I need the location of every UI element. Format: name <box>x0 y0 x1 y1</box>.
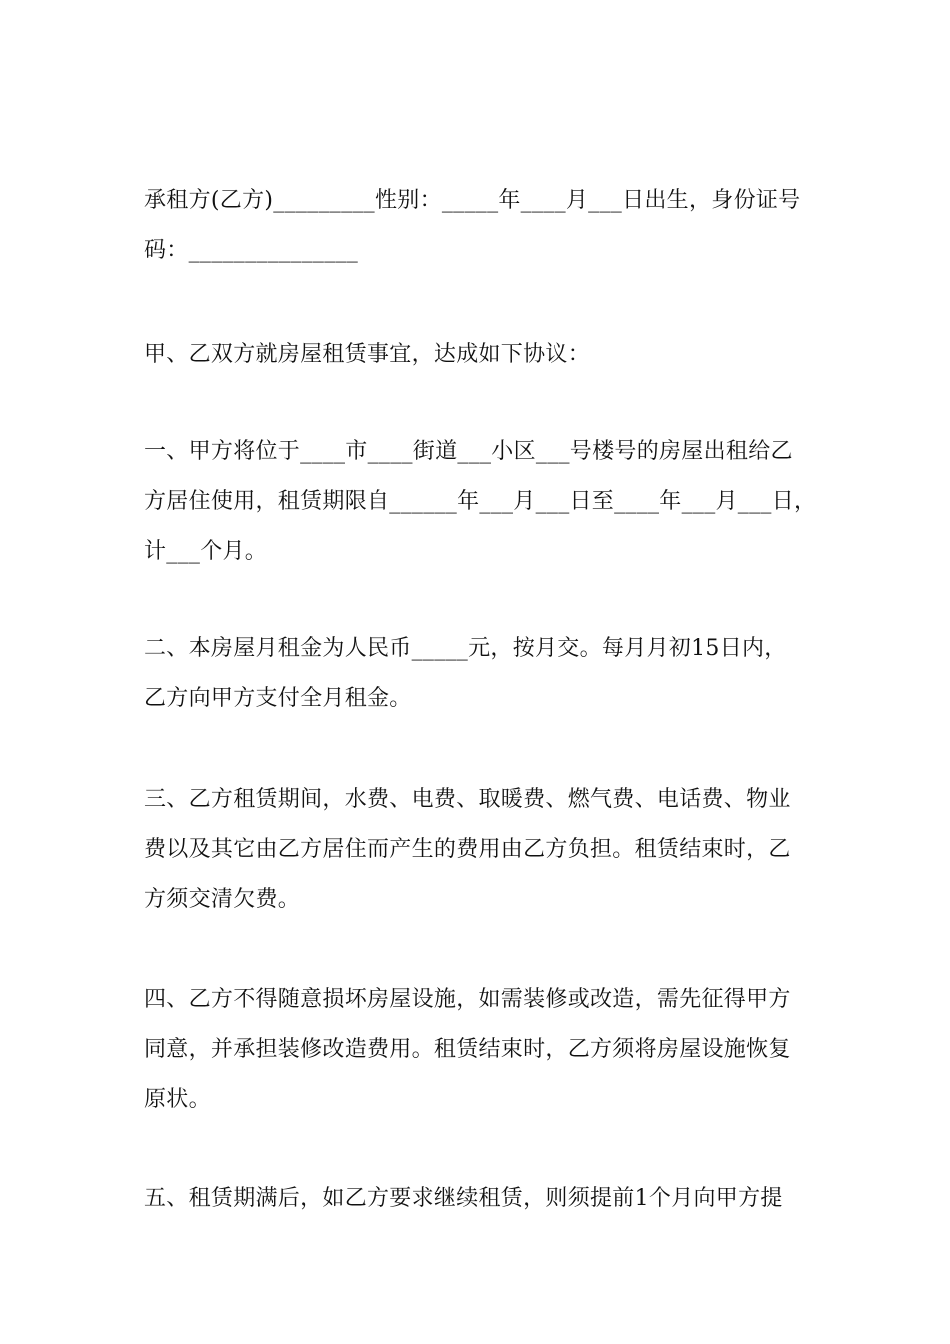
tenant-info-line-1: 承租方(乙方)_________性别：_____年____月___日出生，身份证号 <box>144 188 801 213</box>
clause-5-line-1: 五、租赁期满后，如乙方要求继续租赁，则须提前1个月向甲方提 <box>144 1186 783 1211</box>
clause-1-line-2: 方居住使用，租赁期限自______年___月___日至____年___月___日， <box>144 489 817 514</box>
clause-3-line-3: 方须交清欠费。 <box>144 887 301 912</box>
agreement-intro: 甲、乙双方就房屋租赁事宜，达成如下协议： <box>144 342 591 367</box>
clause-2-line-1: 二、本房屋月租金为人民币_____元，按月交。每月月初15日内， <box>144 636 787 661</box>
tenant-info-line-2: 码：_______________ <box>144 238 359 263</box>
clause-4-line-3: 原状。 <box>144 1087 211 1112</box>
clause-2-line-2: 乙方向甲方支付全月租金。 <box>144 686 412 711</box>
clause-3-line-2: 费以及其它由乙方居住而产生的费用由乙方负担。租赁结束时，乙 <box>144 837 791 862</box>
clause-3-line-1: 三、乙方租赁期间，水费、电费、取暖费、燃气费、电话费、物业 <box>144 787 791 812</box>
clause-4-line-2: 同意，并承担装修改造费用。租赁结束时，乙方须将房屋设施恢复 <box>144 1037 791 1062</box>
clause-4-line-1: 四、乙方不得随意损坏房屋设施，如需装修或改造，需先征得甲方 <box>144 987 791 1012</box>
clause-1-line-3: 计___个月。 <box>144 539 268 564</box>
clause-1-line-1: 一、甲方将位于____市____街道___小区___号楼号的房屋出租给乙 <box>144 439 793 464</box>
